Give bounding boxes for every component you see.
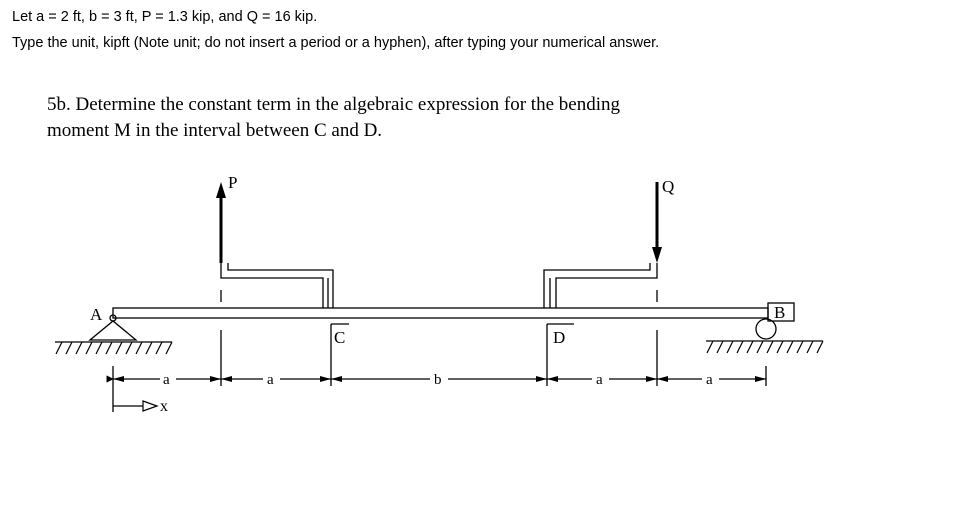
given-values-text: Let a = 2 ft, b = 3 ft, P = 1.3 kip, and Q = 16 kip. (12, 9, 318, 25)
load-p-arrow (216, 182, 226, 263)
roller-support-b (706, 319, 823, 353)
question-line-2: moment M in the interval between C and D. (47, 120, 383, 141)
point-c-label: C (334, 328, 346, 347)
support-a-label: A (90, 305, 103, 324)
question-line-1: 5b. Determine the constant term in the algebraic expression for the bending (47, 94, 620, 115)
x-axis-arrow (113, 401, 157, 411)
dim-a2-label: a (267, 372, 274, 388)
dim-a1-label: a (163, 372, 170, 388)
bracket-left (221, 263, 333, 308)
dim-a3-label: a (596, 372, 603, 388)
dim-b-label: b (434, 372, 442, 388)
bracket-right (544, 263, 657, 308)
pin-support-a (55, 315, 172, 354)
unit-instruction-text: Type the unit, kipft (Note unit; do not insert a period or a hyphen), after typing your numerical answer. (12, 35, 660, 51)
beam (113, 308, 768, 318)
x-axis-label: x (160, 398, 168, 415)
point-d-label: D (553, 328, 566, 347)
dim-a4-label: a (706, 372, 713, 388)
dimension-extension-lines (113, 330, 766, 412)
load-p-label: P (228, 173, 238, 192)
load-q-label: Q (662, 177, 675, 196)
support-b-label: B (774, 303, 786, 322)
load-q-arrow (652, 182, 662, 263)
